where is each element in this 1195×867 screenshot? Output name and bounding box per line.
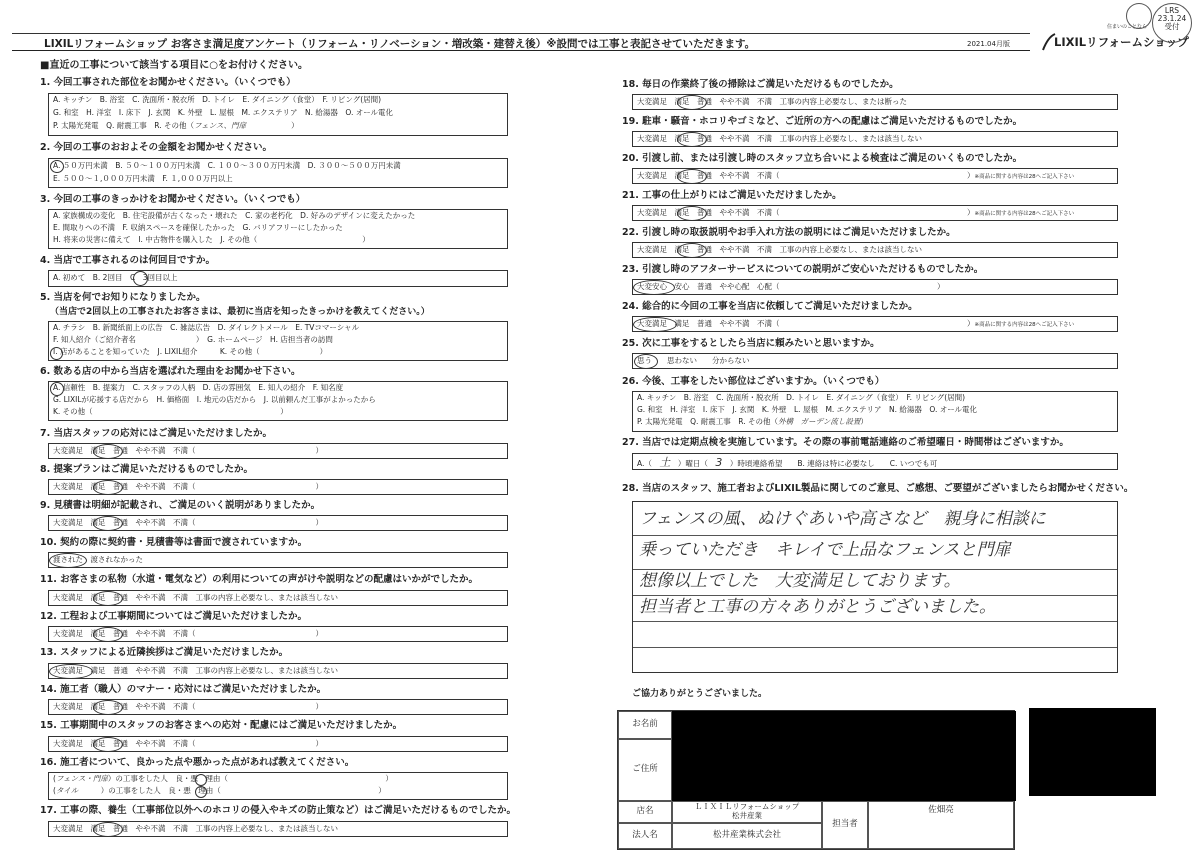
q17-options-box: [48, 821, 508, 837]
q11-opts: 大変満足 満足 普通 やや不満 不満 工事の内容上必要なし、または該当しない: [53, 593, 338, 602]
q6-line1: A. 信頼性 B. 提案力 C. スタッフの人柄 D. 店の雰囲気 E. 知人の紹介 F. 知名度: [53, 383, 344, 392]
q17-opts: 大変満足 満足 普通 やや不満 不満 工事の内容上必要なし、または該当しない: [53, 824, 338, 833]
q13-options-box: [48, 663, 508, 679]
q4-line1: [53, 274, 177, 283]
q27-day-answer[interactable]: 土: [659, 456, 671, 469]
q17-title: 17. 工事の際、養生（工事部位以外へのホコリの侵入やキズの防止策など）はご満足いただけるものでしたか。: [40, 805, 516, 816]
q3-title: 3. 今回の工事のきっかけをお聞かせください。（いくつでも）: [40, 194, 306, 205]
q26-line3: [637, 418, 868, 427]
q20-close: ）: [967, 171, 975, 180]
q10-title: 10. 契約の際に契約書・見積書等は書面で渡されていますか。: [40, 537, 308, 548]
q1-line1: A. キッチン B. 浴室 C. 洗面所・脱衣所 D. トイレ E. ダイニング（食堂） F. リビング(居間): [53, 95, 382, 104]
q6-options-box: [48, 381, 508, 421]
q15-close: ）: [315, 739, 323, 748]
q27-a-label: A.（: [637, 459, 652, 468]
q14-close: ）: [315, 702, 323, 711]
form-version: 2021.04月版: [967, 40, 1010, 48]
q26-line1: A. キッチン B. 浴室 C. 洗面所・脱衣所 D. トイレ E. ダイニング（食堂） F. リビング(居間): [637, 393, 966, 402]
q19-options-box: [632, 131, 1118, 147]
q26-title: 26. 今後、工事をしたい部位はございますか。（いくつでも）: [622, 376, 885, 387]
address-label: ご住所: [618, 739, 672, 801]
q1-title: 1. 今回工事された部位をお聞かせください。（いくつでも）: [40, 77, 296, 88]
q3-line2: E. 間取りへの不満 F. 収納スペースを確保したかった G. バリアフリーにしたかった: [53, 223, 343, 232]
q2-answer-circle: [50, 160, 64, 173]
q23-opts: [637, 283, 945, 292]
q21-title: 21. 工事の仕上がりにはご満足いただけましたか。: [622, 190, 842, 201]
q3-line3: [53, 236, 370, 245]
staff-label: 担当者: [822, 801, 868, 849]
q11-options-box: [48, 590, 508, 606]
q28-title: 28. 当店のスタッフ、施工者およびLIXIL製品に関してのご意見、ご感想、ご要望がございましたらお聞かせください。: [622, 483, 1134, 494]
staff-name: 佐畑亮: [868, 801, 1014, 849]
store-name-line2: 松井産業: [732, 811, 762, 820]
q1-options-box: [48, 93, 508, 136]
q16-l2-answer[interactable]: タイル: [55, 786, 79, 795]
q1-other-label: P. 太陽光発電 Q. 耐震工事 R. その他（: [53, 121, 195, 130]
q17-answer-circle: [93, 822, 123, 837]
comment-line-1: フェンスの風、ぬけぐあいや高さなど 親身に相談に: [639, 509, 1046, 529]
comment-row: [633, 502, 1117, 536]
q4-opt-c: C: [129, 273, 136, 282]
q25-title: 25. 次に工事をするとしたら当店に頼みたいと思いますか。: [622, 338, 880, 349]
stamp-line3: 受付: [1164, 21, 1180, 31]
q15-title: 15. 工事期間中のスタッフのお客さまへの応対・配慮にはご満足いただけましたか。: [40, 720, 403, 731]
q16-l1-good-circle: [195, 774, 207, 786]
q12-answer-circle: [93, 627, 123, 642]
name-label: お名前: [618, 711, 672, 739]
q7-title: 7. 当店スタッフの応対にはご満足いただけましたか。: [40, 428, 273, 439]
q11-title: 11. お客さまの私物（水道・電気など）の利用についての声がけや説明などの配慮はいかがでしたか。: [40, 574, 478, 585]
q23-close: ）: [937, 282, 945, 291]
q15-answer-circle: [93, 737, 123, 752]
page-title: LIXILリフォームショップ お客さま満足度アンケート（リフォーム・リノベーション・増改築・建替え後）※設問では工事と表記させていただきます。: [44, 38, 756, 50]
q9-options-box: [48, 515, 508, 531]
q1-line3: [53, 122, 299, 131]
q9-answer-circle: [93, 516, 123, 531]
q1-line2: G. 和室 H. 洋室 I. 床下 J. 玄関 K. 外壁 L. 屋根 M. エクステリア N. 給湯器 O. オール電化: [53, 108, 394, 117]
corp-label: 法人名: [618, 823, 672, 849]
q24-options-box: [632, 316, 1118, 332]
q15-options-box: [48, 736, 508, 752]
q12-options-box: [48, 626, 508, 642]
q14-title: 14. 施工者（職人）のマナー・応対にはご満足いただけましたか。: [40, 684, 327, 695]
q19-opts: 大変満足 満足 普通 やや不満 不満 工事の内容上必要なし、または該当しない: [637, 134, 922, 143]
q9-close: ）: [315, 518, 323, 527]
store-name-line1: ＬＩＸＩＬリフォームショップ: [694, 802, 800, 812]
q5-title: 5. 当店を何でお知りになりましたか。: [40, 292, 206, 303]
q24-close: ）: [967, 319, 975, 328]
q2-line2: E. ５００～１,０００万円未満 F. １,０００万円以上: [53, 174, 233, 183]
q5-line2: F. 知人紹介（ご紹介者名 ） G. ホームページ H. 店担当者の訪問: [53, 335, 333, 344]
comment-line-3: 想像以上でした 大変満足しております。: [639, 571, 961, 591]
q22-options-box: [632, 242, 1118, 258]
q16-l2-text: ）の工事をした人 良・悪 理由（: [100, 786, 221, 795]
header-bar: [12, 33, 1030, 51]
q18-answer-circle: [677, 95, 707, 110]
q12-title: 12. 工程および工事期間についてはご満足いただけましたか。: [40, 611, 307, 622]
q27-line: [637, 457, 937, 470]
q7-options-box: [48, 443, 508, 459]
q9-opts-text: 大変満足 満足 普通 やや不満 不満（: [53, 518, 196, 527]
q3-line1: A. 家族構成の変化 B. 住宅設備が古くなった・壊れた C. 家の老朽化 D. 好みのデザインに変えたかった: [53, 211, 416, 220]
q15-opts-text: 大変満足 満足 普通 やや不満 不満（: [53, 739, 196, 748]
q21-opts-text: 大変満足 満足 普通 やや不満 不満（: [637, 208, 780, 217]
q4-opts-ab: A. 初めて B. 2回目: [53, 273, 123, 282]
q23-options-box: [632, 279, 1118, 295]
q14-answer-circle: [93, 700, 123, 715]
q25-options-box: [632, 353, 1118, 369]
store-name: [672, 801, 822, 823]
q5-line3: [53, 348, 327, 357]
q16-l1-close: ）: [385, 774, 393, 783]
blank-stamp-circle: [1126, 3, 1152, 29]
q16-line2: [53, 787, 386, 796]
q9-title: 9. 見積書は明細が記載され、ご満足のいく説明がありましたか。: [40, 500, 321, 511]
q20-title: 20. 引渡し前、または引渡し時のスタッフ立ち合いによる検査はご満足のいくものでしたか。: [622, 153, 1023, 164]
q16-options-box: [48, 772, 508, 800]
q19-answer-circle: [677, 132, 707, 147]
q20-note: ※商品に関する内容は28へご記入下さい: [974, 174, 1075, 180]
q7-opts-text: 大変満足 満足 普通 やや不満 不満（: [53, 446, 196, 455]
q5-line3-text: I. 店があることを知っていた J. LIXIL紹介 K. その他（: [53, 347, 260, 356]
q5-options-box: [48, 321, 508, 361]
q21-options-box: [632, 205, 1118, 221]
corp-name: 松井産業株式会社: [672, 823, 822, 849]
comment-line-4: 担当者と工事の方々ありがとうございました。: [639, 597, 996, 617]
q20-answer-circle: [677, 169, 707, 184]
q22-opts: 大変満足 満足 普通 やや不満 不満 工事の内容上必要なし、または該当しない: [637, 245, 922, 254]
q22-answer-circle: [677, 243, 707, 258]
q1-close: ）: [291, 121, 299, 130]
q6-close: ）: [280, 407, 288, 416]
q10-opts: 渡された 渡されなかった: [53, 555, 143, 564]
q14-options-box: [48, 699, 508, 715]
q6-title: 6. 数ある店の中から当店を選ばれた理由をお聞かせ下さい。: [40, 366, 301, 377]
q25-answer-circle: [634, 354, 658, 369]
q21-note: ※商品に関する内容は28へご記入下さい: [974, 211, 1075, 217]
q8-close: ）: [315, 482, 323, 491]
comment-line-2: 乗っていただき キレイで上品なフェンスと門扉: [639, 540, 1011, 560]
q23-title: 23. 引渡し時のアフターサービスについての説明がご安心いただけるものでしたか。: [622, 264, 984, 275]
q8-opts-text: 大変満足 満足 普通 やや不満 不満（: [53, 482, 196, 491]
q5-line1: A. チラシ B. 新聞紙面上の広告 C. 雑誌広告 D. ダイレクトメール E. TVコマーシャル: [53, 323, 360, 332]
received-stamp: [1152, 3, 1192, 43]
q13-opts: 大変満足 満足 普通 やや不満 不満 工事の内容上必要なし、または該当しない: [53, 666, 338, 675]
q10-answer-circle: [49, 553, 87, 568]
q5-answer-circle: [50, 347, 63, 360]
logo-name: LIXILリフォームショップ: [1054, 35, 1189, 49]
q19-title: 19. 駐車・騒音・ホコリやゴミなど、ご近所の方への配慮はご満足いただけるものでしたか。: [622, 116, 1023, 127]
q3-other-label: H. 将来の災害に備えて I. 中古物件を購入した J. その他（: [53, 235, 258, 244]
q6-other-label: K. その他（: [53, 407, 93, 416]
q20-options-box: [632, 168, 1118, 184]
q1-other-answer[interactable]: フェンス、門扉: [194, 121, 247, 130]
q7-answer-circle: [93, 444, 123, 459]
q12-opts-text: 大変満足 満足 普通 やや不満 不満（: [53, 629, 196, 638]
stamp-line1: LRS: [1164, 6, 1180, 15]
q24-opts-text: 大変満足 満足 普通 やや不満 不満（: [637, 319, 780, 328]
q27-title: 27. 当店では定期点検を実施しています。その際の事前電話連絡のご希望曜日・時間帯はございますか。: [622, 437, 1069, 448]
q24-opts: [637, 320, 1074, 329]
q26-close: ）: [860, 417, 868, 426]
q8-options-box: [48, 479, 508, 495]
q24-note: ※商品に関する内容は28へご記入下さい: [974, 322, 1075, 328]
q21-close: ）: [967, 208, 975, 217]
q13-answer-circle: [49, 664, 93, 679]
q5-subtitle: （当店で2回以上の工事されたお客さまは、最初に当店を知ったきっかけを教えてください。）: [50, 307, 430, 317]
q3-options-box: [48, 209, 508, 249]
q18-opts: 大変満足 満足 普通 やや不満 不満 工事の内容上必要なし、または断った: [637, 97, 907, 106]
redaction-block: [672, 711, 1016, 801]
q16-l2-close: ）: [378, 786, 386, 795]
q11-answer-circle: [93, 591, 123, 606]
q16-title: 16. 施工者について、良かった点や悪かった点があれば教えてください。: [40, 757, 355, 768]
thanks-text: ご協力ありがとうございました。: [632, 689, 768, 699]
q24-title: 24. 総合的に今回の工事を当店に依頼してご満足いただけましたか。: [622, 301, 918, 312]
q6-line3: [53, 408, 288, 417]
store-label: 店名: [618, 801, 672, 823]
q4-options-box: [48, 270, 508, 287]
redaction-block-right: [1029, 708, 1156, 796]
q18-title: 18. 毎日の作業終了後の掃除はご満足いただけるものでしたか。: [622, 79, 899, 90]
q23-answer-circle: [633, 280, 675, 295]
q26-options-box: [632, 391, 1118, 432]
q2-options-box: [48, 158, 508, 188]
q21-answer-circle: [677, 206, 707, 221]
q22-title: 22. 引渡し時の取扱説明やお手入れ方法の説明にはご満足いただけましたか。: [622, 227, 956, 238]
comment-row: [633, 570, 1117, 596]
q4-title: 4. 当店で工事されるのは何回目ですか。: [40, 255, 216, 266]
q16-l2-open: (: [53, 786, 56, 795]
comment-row: [633, 596, 1117, 622]
customer-info-table: [617, 710, 1015, 850]
q16-l2-good-circle: [195, 786, 207, 798]
q4-answer-circle: [133, 271, 148, 286]
q27-options-box: [632, 453, 1118, 470]
q27-time-answer[interactable]: 3: [715, 456, 723, 469]
q16-l1-text: ）の工事をした人 良・悪 理由（: [107, 774, 228, 783]
q28-comment-box[interactable]: [632, 501, 1118, 673]
q26-other-label: P. 太陽光発電 Q. 耐震工事 R. その他（: [637, 417, 779, 426]
q2-title: 2. 今回の工事のおおよその金額をお聞かせください。: [40, 142, 273, 153]
q6-line2: G. LIXILが応援する店だから H. 価格面 I. 地元の店だから J. 以前頼んだ工事がよかったから: [53, 395, 376, 404]
q26-other-answer[interactable]: 外構 ガーデン流し設置: [778, 417, 861, 426]
q24-answer-circle: [633, 317, 677, 332]
q12-close: ）: [315, 629, 323, 638]
q4-opt-c-label: 3回目以上: [142, 273, 178, 282]
comment-row: [633, 622, 1117, 648]
q25-opts: 思う 思わない 分からない: [637, 356, 750, 365]
q2-line1: A. ５０万円未満 B. ５０～１００万円未満 C. １００～３００万円未満 D. ３００～５００万円未満: [53, 161, 401, 170]
q14-opts-text: 大変満足 満足 普通 やや不満 不満（: [53, 702, 196, 711]
q8-title: 8. 提案プランはご満足いただけるものでしたか。: [40, 464, 254, 475]
q7-close: ）: [315, 446, 323, 455]
q16-l1-answer[interactable]: フェンス・門扉: [55, 774, 108, 783]
q27-rest: ）時頃連絡希望 B. 連絡は特に必要なし C. いつでも可: [729, 459, 938, 468]
stamp-line2: 23.1.24: [1157, 13, 1187, 23]
q16-l1-open: (: [53, 774, 56, 783]
q18-options-box: [632, 94, 1118, 110]
comment-row: [633, 536, 1117, 570]
q20-opts-text: 大変満足 満足 普通 やや不満 不満（: [637, 171, 780, 180]
q13-title: 13. スタッフによる近隣挨拶はご満足いただけましたか。: [40, 647, 289, 658]
q3-close: ）: [362, 235, 370, 244]
q16-line1: [53, 775, 393, 784]
section-title: ■直近の工事について該当する項目に○をお付けください。: [40, 60, 308, 71]
q26-line2: G. 和室 H. 洋室 I. 床下 J. 玄関 K. 外壁 L. 屋根 M. エクステリア N. 給湯器 O. オール電化: [637, 405, 978, 414]
q23-opts-text: 大変安心 安心 普通 やや心配 心配（: [637, 282, 780, 291]
q6-answer-circle: [50, 382, 64, 396]
logo-tagline: 住まいのことなら: [1107, 24, 1148, 30]
q27-day-suffix: ）曜日（: [677, 459, 708, 468]
q5-close: ）: [319, 347, 328, 356]
q8-answer-circle: [93, 480, 123, 495]
q10-options-box: [48, 552, 508, 568]
